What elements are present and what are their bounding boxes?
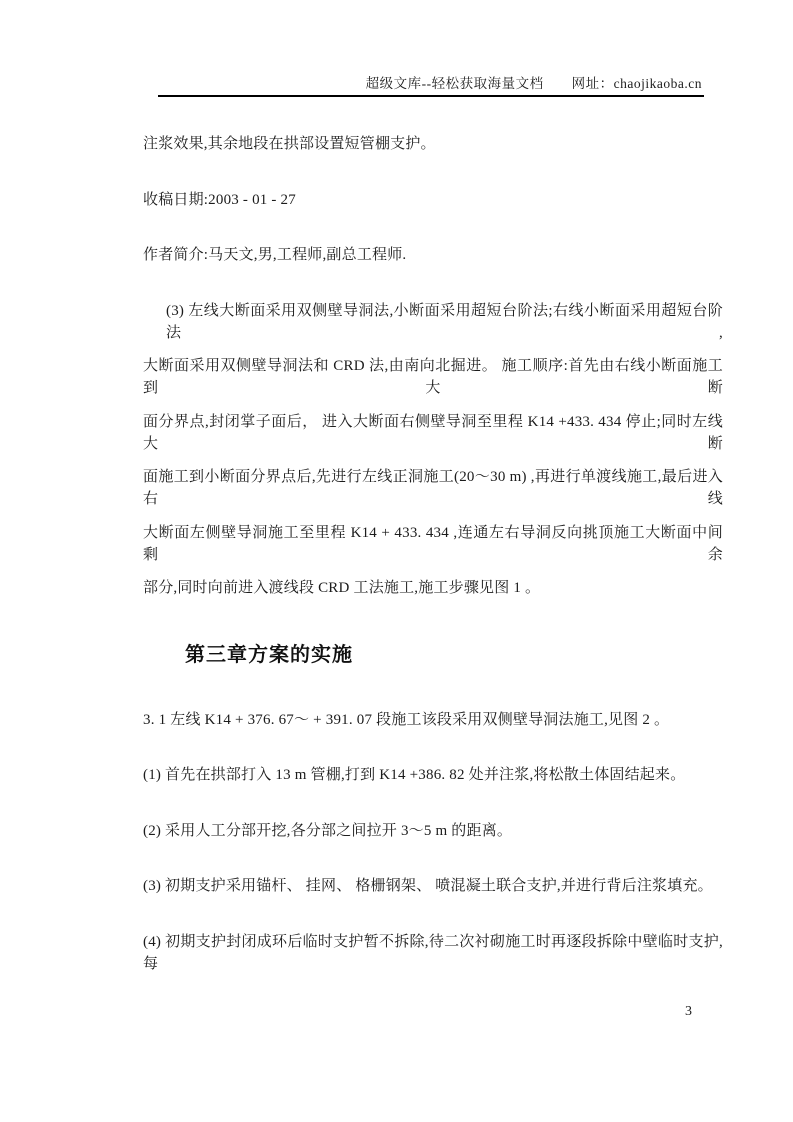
paragraph-line: 注浆效果,其余地段在拱部设置短管棚支护。 — [143, 136, 436, 152]
paragraph-line: 面分界点,封闭掌子面后， 进入大断面右侧壁导洞至里程 K14 +433. 434 停止;同时左线大断 — [143, 413, 724, 452]
document-body — [143, 133, 723, 986]
paragraph-line: 大断面左侧壁导洞施工至里程 K14 + 433. 434 ,连通左右导洞反向挑顶施工大断面中间剩余 — [143, 524, 723, 563]
paragraph-line-step-2: (2) 采用人工分部开挖,各分部之间拉开 3～5 m 的距离。 — [143, 822, 513, 839]
paragraph-line-step-1: (1) 首先在拱部打入 13 m 管棚,打到 K14 +386. 82 处并注浆,将松散土体固结起来。 — [143, 767, 686, 783]
paragraph-line: (3) 左线大断面采用双侧壁导洞法,小断面采用超短台阶法;右线小断面采用超短台阶法, — [166, 302, 723, 341]
paragraph-line-step-3: (3) 初期支护采用锚杆、 挂网、 格栅钢架、 喷混凝土联合支护,并进行背后注浆填充。 — [143, 878, 713, 894]
chapter-heading: 第三章方案的实施 — [185, 643, 353, 666]
paragraph-line-step-4: (4) 初期支护封闭成环后临时支护暂不拆除,待二次衬砌施工时再逐段拆除中壁临时支护,每 — [143, 933, 723, 972]
page-number: 3 — [685, 1004, 692, 1019]
paragraph-line: 大断面采用双侧壁导洞法和 CRD 法,由南向北掘进。 施工顺序:首先由右线小断面施工到大断 — [143, 358, 723, 396]
header-rule — [158, 95, 704, 97]
paragraph-line: 面施工到小断面分界点后,先进行左线正洞施工(20～30 m) ,再进行单渡线施工,最后进入右线 — [143, 469, 723, 507]
paragraph-line-author-bio: 作者简介:马天文,男,工程师,副总工程师. — [143, 247, 407, 263]
paragraph-line-section-3-1: 3. 1 左线 K14 + 376. 67～ + 391. 07 段施工该段采用双侧壁导洞法施工,见图 2 。 — [143, 711, 670, 728]
paragraph-line: 部分,同时向前进入渡线段 CRD 工法施工,施工步骤见图 1 。 — [143, 580, 541, 596]
paragraph-line-received-date: 收稿日期:2003 - 01 - 27 — [143, 191, 296, 208]
watermark-header: 超级文库--轻松获取海量文档 网址：chaojikaoba.cn — [365, 76, 702, 91]
